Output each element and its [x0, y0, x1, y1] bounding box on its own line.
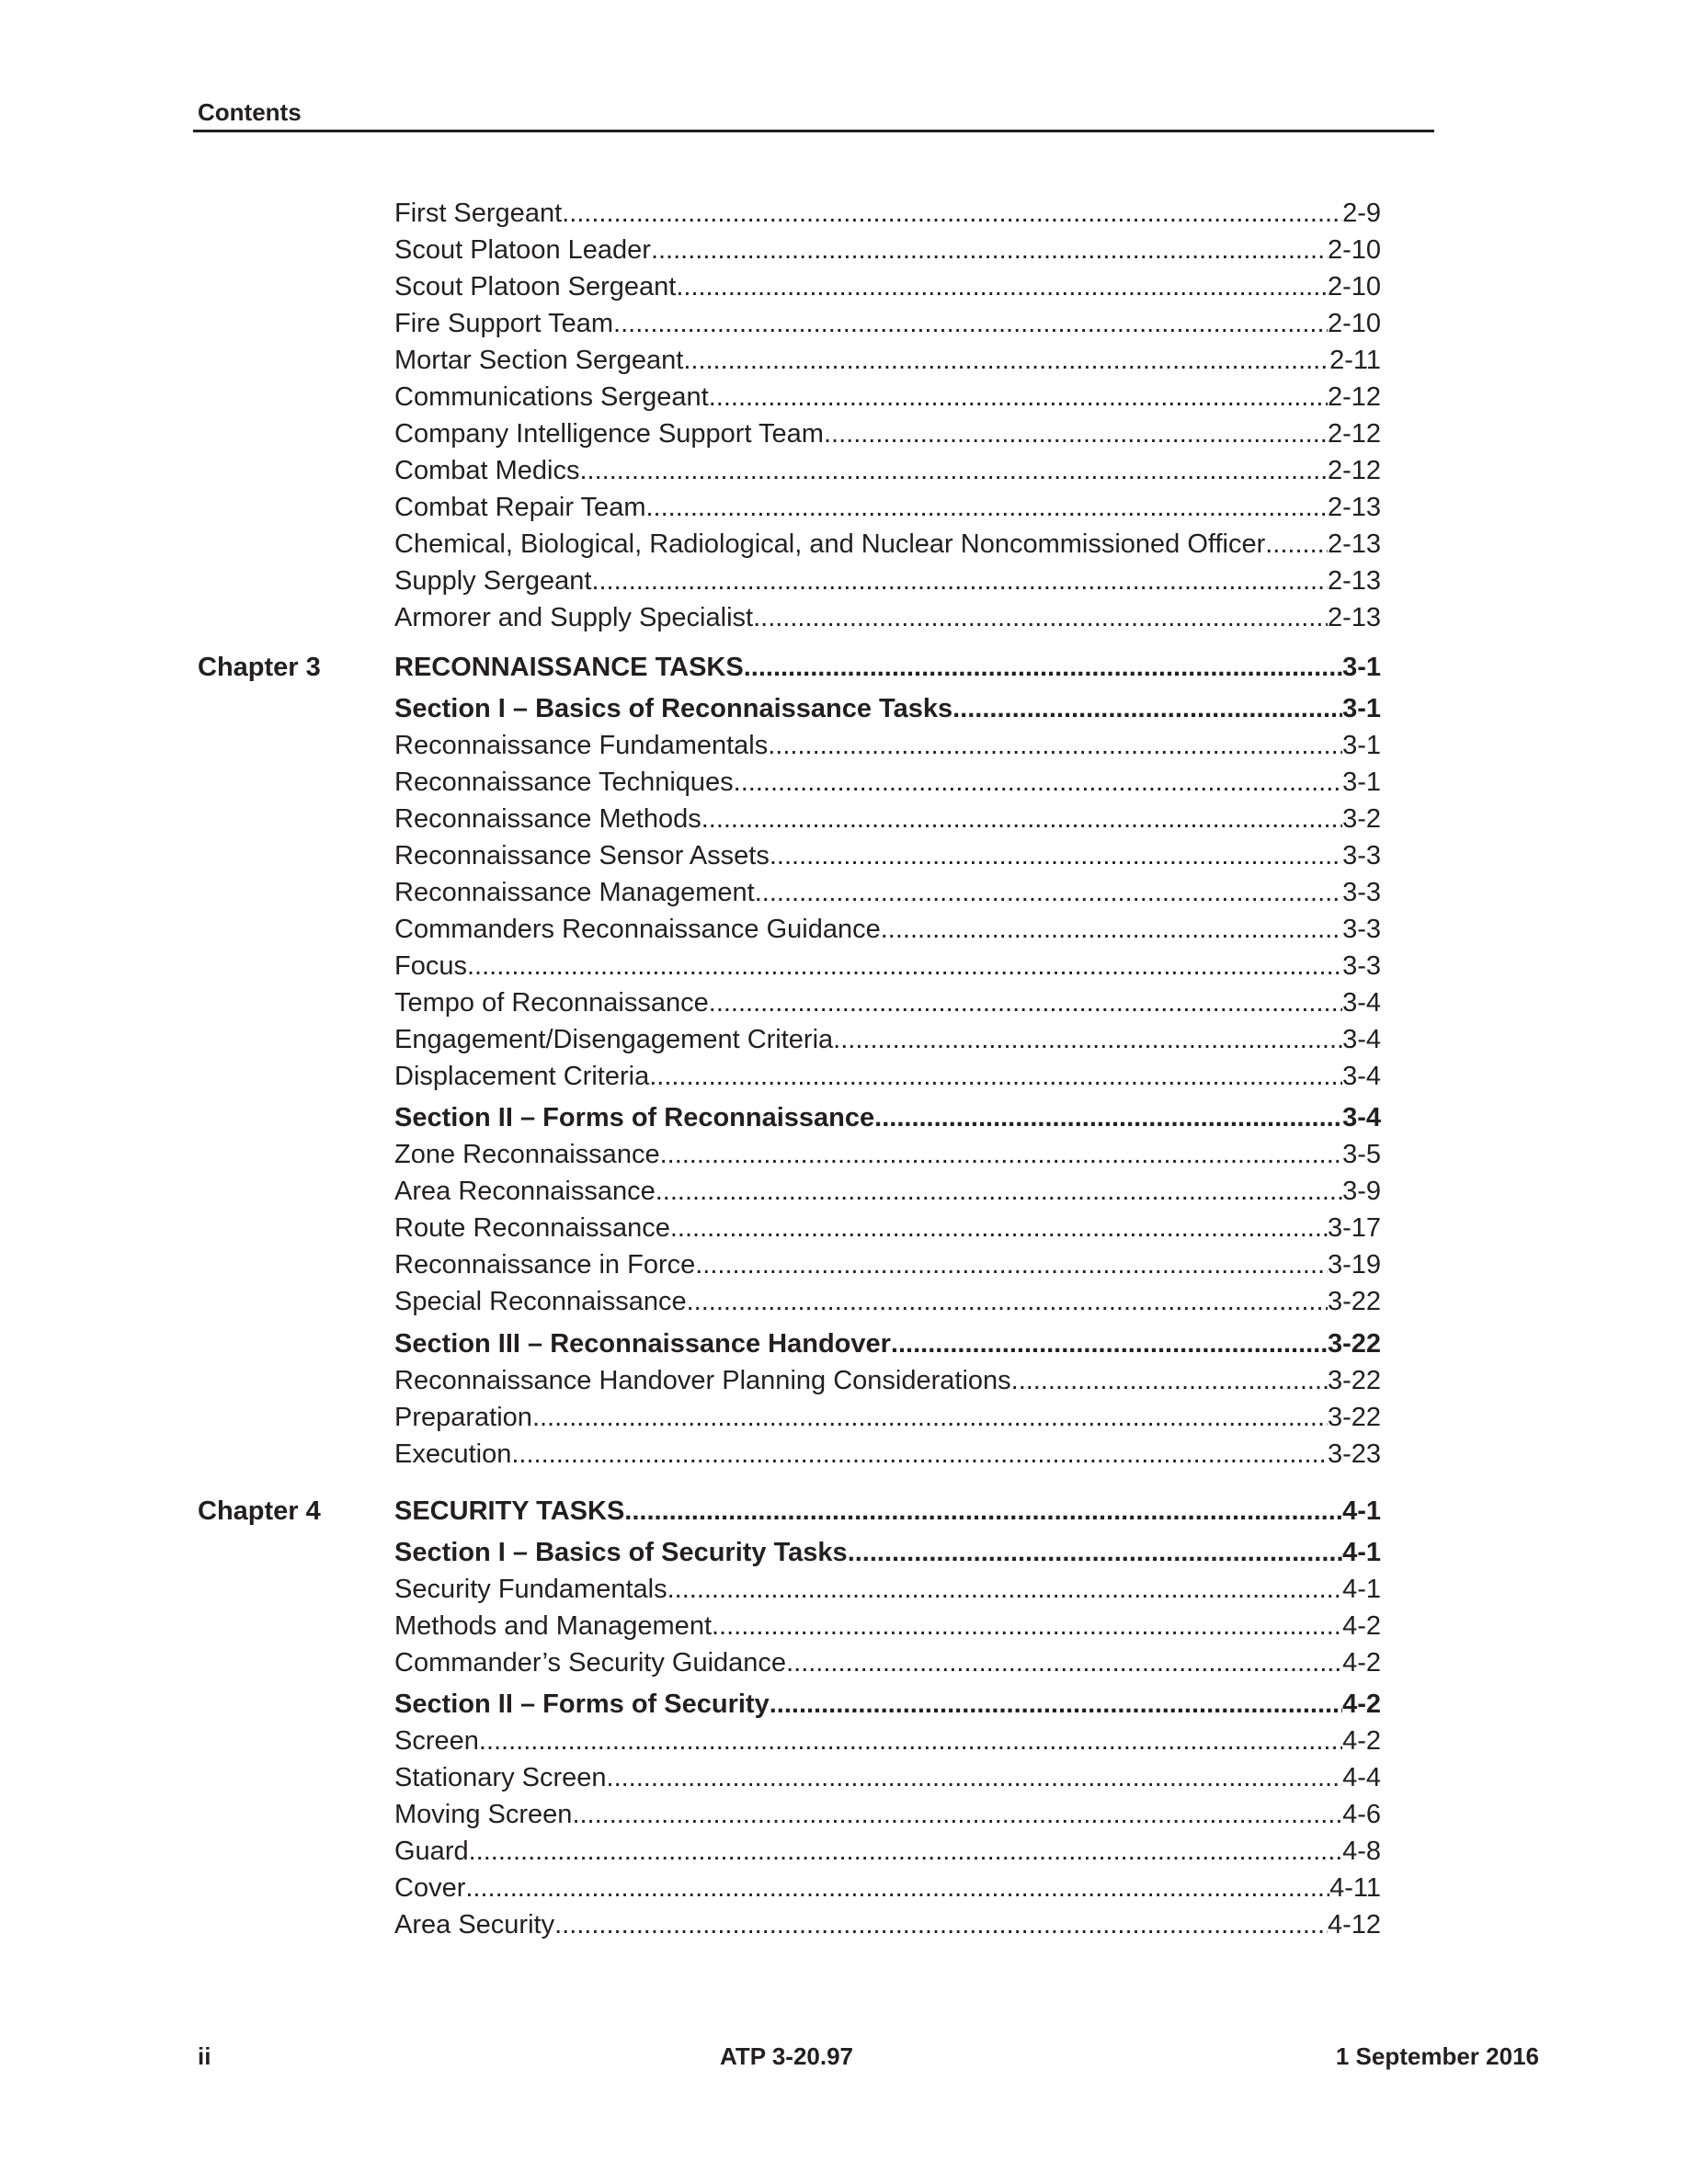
toc-entry-title: Engagement/Disengagement Criteria — [394, 1025, 834, 1054]
toc-entry-page: 2-12 — [1327, 419, 1381, 449]
toc-entry-page: 4-8 — [1342, 1837, 1381, 1866]
toc-entry-page: 3-3 — [1342, 878, 1381, 907]
toc-leader-dots — [562, 195, 1342, 232]
toc-entry[interactable] — [394, 489, 1381, 526]
toc-entry-page: 3-3 — [1342, 841, 1381, 870]
toc-entry-title: Route Reconnaissance — [394, 1213, 670, 1243]
toc-entry[interactable] — [394, 1021, 1381, 1058]
toc-entry-page: 2-12 — [1327, 456, 1381, 485]
chapter-3-label: Chapter 3 — [198, 653, 321, 682]
toc-leader-dots — [687, 1283, 1328, 1320]
toc-leader-dots — [465, 1870, 1329, 1906]
toc-entry-page: 3-23 — [1327, 1439, 1381, 1469]
toc-entry-title: Security Fundamentals — [394, 1575, 667, 1604]
toc-entry-page: 3-1 — [1342, 731, 1381, 760]
toc-entry[interactable] — [394, 1493, 1381, 1530]
toc-entry-title: First Sergeant — [394, 199, 563, 228]
toc-leader-dots — [479, 1723, 1342, 1759]
footer-page-number: ii — [198, 2042, 211, 2070]
toc-leader-dots — [591, 563, 1328, 599]
toc-entry-page: 3-17 — [1327, 1213, 1381, 1243]
toc-entry[interactable] — [394, 1173, 1381, 1210]
toc-entry[interactable] — [394, 1644, 1381, 1681]
toc-entry-page: 3-4 — [1342, 1103, 1381, 1132]
header-rule — [193, 130, 1434, 132]
toc-entry[interactable] — [394, 305, 1381, 342]
toc-entry-page: 3-9 — [1342, 1177, 1381, 1206]
toc-entry[interactable] — [394, 1246, 1381, 1283]
footer-publication: ATP 3-20.97 — [720, 2042, 854, 2070]
toc-entry[interactable] — [394, 801, 1381, 837]
toc-entry-title: Section II – Forms of Security — [394, 1689, 770, 1719]
toc-entry-page: 3-22 — [1327, 1287, 1381, 1316]
toc-entry-title: Company Intelligence Support Team — [394, 419, 824, 449]
toc-entry-title: Chemical, Biological, Radiological, and Nuclear Noncommissioned Officer — [394, 529, 1266, 559]
toc-entry-title: Section II – Forms of Reconnaissance — [394, 1103, 875, 1132]
toc-entry-title: Scout Platoon Leader — [394, 235, 651, 265]
toc-entry[interactable] — [394, 690, 1381, 727]
toc-leader-dots — [660, 1136, 1343, 1173]
toc-leader-dots — [734, 764, 1342, 801]
toc-entry-title: Section I – Basics of Security Tasks — [394, 1538, 848, 1567]
toc-entry[interactable] — [394, 1571, 1381, 1608]
toc-entry-page: 3-4 — [1342, 1062, 1381, 1091]
toc-entry-page: 3-22 — [1327, 1366, 1381, 1395]
toc-leader-dots — [656, 1173, 1342, 1210]
toc-entry-title: Fire Support Team — [394, 309, 614, 338]
toc-leader-dots — [670, 1210, 1328, 1246]
toc-entry[interactable] — [394, 1436, 1381, 1473]
toc-leader-dots — [572, 1796, 1342, 1833]
toc-entry-title: Area Security — [394, 1910, 555, 1939]
toc-entry[interactable] — [394, 342, 1381, 379]
toc-entry-title: Armorer and Supply Specialist — [394, 603, 754, 632]
page-header-label: Contents — [198, 98, 302, 126]
toc-entry-title: Commander’s Security Guidance — [394, 1648, 787, 1678]
toc-leader-dots — [709, 984, 1342, 1021]
toc-entry-title: Reconnaissance Fundamentals — [394, 731, 769, 760]
toc-leader-dots — [952, 690, 1342, 727]
toc-entry-page: 4-2 — [1342, 1611, 1381, 1641]
toc-entry-title: Execution — [394, 1439, 512, 1469]
toc-entry-page: 3-22 — [1327, 1329, 1381, 1359]
toc-leader-dots — [770, 837, 1342, 874]
toc-entry-title: SECURITY TASKS — [394, 1496, 625, 1526]
toc-entry[interactable] — [394, 764, 1381, 801]
toc-entry[interactable] — [394, 268, 1381, 305]
toc-leader-dots — [683, 342, 1329, 379]
toc-leader-dots — [753, 599, 1328, 636]
toc-leader-dots — [824, 415, 1328, 452]
toc-entry[interactable] — [394, 452, 1381, 489]
toc-leader-dots — [744, 649, 1342, 686]
toc-entry-page: 3-1 — [1342, 694, 1381, 723]
toc-entry[interactable] — [394, 984, 1381, 1021]
toc-leader-dots — [532, 1399, 1328, 1436]
toc-entry[interactable] — [394, 232, 1381, 268]
toc-entry-title: Scout Platoon Sergeant — [394, 272, 677, 301]
toc-entry[interactable] — [394, 1686, 1381, 1723]
toc-leader-dots — [467, 948, 1342, 984]
toc-entry[interactable] — [394, 195, 1381, 232]
toc-entry-title: Moving Screen — [394, 1800, 573, 1829]
toc-entry-title: Combat Repair Team — [394, 493, 646, 522]
toc-entry-page: 2-13 — [1327, 566, 1381, 596]
toc-entry[interactable] — [394, 1136, 1381, 1173]
toc-entry-title: Displacement Criteria — [394, 1062, 650, 1091]
toc-leader-dots — [695, 1246, 1328, 1283]
toc-entry[interactable] — [394, 837, 1381, 874]
toc-entry[interactable] — [394, 1759, 1381, 1796]
toc-entry-page: 2-9 — [1342, 199, 1381, 228]
toc-entry-title: RECONNAISSANCE TASKS — [394, 653, 744, 682]
toc-entry-page: 2-13 — [1327, 529, 1381, 559]
toc-entry-page: 3-1 — [1342, 768, 1381, 797]
toc-entry-page: 3-22 — [1327, 1403, 1381, 1432]
toc-entry[interactable] — [394, 599, 1381, 636]
toc-leader-dots — [874, 1099, 1342, 1136]
toc-entry[interactable] — [394, 727, 1381, 764]
toc-entry[interactable] — [394, 563, 1381, 599]
toc-entry-page: 2-11 — [1329, 346, 1381, 375]
toc-entry[interactable] — [394, 911, 1381, 948]
toc-leader-dots — [645, 489, 1327, 526]
toc-entry[interactable] — [394, 1362, 1381, 1399]
toc-leader-dots — [709, 379, 1328, 415]
toc-leader-dots — [676, 268, 1328, 305]
toc-entry-title: Reconnaissance Handover Planning Considerations — [394, 1366, 1011, 1395]
toc-entry-title: Methods and Management — [394, 1611, 712, 1641]
toc-leader-dots — [755, 874, 1342, 911]
toc-entry-title: Combat Medics — [394, 456, 580, 485]
toc-leader-dots — [469, 1833, 1342, 1870]
footer-date: 1 September 2016 — [1335, 2042, 1539, 2070]
toc-entry-page: 4-2 — [1342, 1648, 1381, 1678]
toc-leader-dots — [833, 1021, 1342, 1058]
toc-entry[interactable] — [394, 1833, 1381, 1870]
toc-leader-dots — [613, 305, 1328, 342]
toc-entry-title: Cover — [394, 1873, 466, 1903]
toc-entry-page: 4-2 — [1342, 1726, 1381, 1756]
toc-entry[interactable] — [394, 1058, 1381, 1095]
toc-leader-dots — [1011, 1362, 1328, 1399]
toc-entry-page: 4-12 — [1327, 1910, 1381, 1939]
toc-entry-page: 3-19 — [1327, 1250, 1381, 1280]
chapter-4-label: Chapter 4 — [198, 1496, 321, 1526]
toc-entry[interactable] — [394, 649, 1381, 686]
toc-leader-dots — [701, 801, 1342, 837]
toc-entry-title: Mortar Section Sergeant — [394, 346, 684, 375]
toc-leader-dots — [649, 1058, 1342, 1095]
toc-entry-page: 4-2 — [1342, 1689, 1381, 1719]
toc-entry-page: 2-12 — [1327, 382, 1381, 412]
toc-leader-dots — [651, 232, 1328, 268]
toc-entry-title: Section III – Reconnaissance Handover — [394, 1329, 891, 1359]
toc-entry-page: 3-4 — [1342, 1025, 1381, 1054]
toc-entry-title: Guard — [394, 1837, 469, 1866]
toc-leader-dots — [579, 452, 1327, 489]
toc-entry[interactable] — [394, 1325, 1381, 1362]
toc-leader-dots — [768, 727, 1342, 764]
toc-entry[interactable] — [394, 1906, 1381, 1943]
toc-entry[interactable] — [394, 1796, 1381, 1833]
toc-entry-page: 4-1 — [1342, 1496, 1381, 1526]
toc-leader-dots — [511, 1436, 1328, 1473]
toc-entry-page: 2-13 — [1327, 603, 1381, 632]
toc-entry-page: 4-11 — [1329, 1873, 1381, 1903]
toc-entry-page: 2-10 — [1327, 309, 1381, 338]
toc-entry[interactable] — [394, 1283, 1381, 1320]
toc-entry-title: Reconnaissance Methods — [394, 804, 701, 834]
toc-leader-dots — [667, 1571, 1342, 1608]
toc-entry-page: 4-1 — [1342, 1575, 1381, 1604]
toc-entry-page: 2-10 — [1327, 272, 1381, 301]
toc-leader-dots — [1265, 526, 1328, 563]
toc-entry-page: 3-3 — [1342, 915, 1381, 944]
toc-entry-title: Preparation — [394, 1403, 532, 1432]
toc-entry[interactable] — [394, 526, 1381, 563]
toc-entry[interactable] — [394, 415, 1381, 452]
toc-entry-title: Tempo of Reconnaissance — [394, 988, 709, 1018]
toc-entry[interactable] — [394, 1608, 1381, 1644]
toc-entry-title: Stationary Screen — [394, 1763, 607, 1792]
toc-entry[interactable] — [394, 1399, 1381, 1436]
toc-leader-dots — [554, 1906, 1328, 1943]
toc-entry-page: 3-5 — [1342, 1140, 1381, 1169]
toc-entry-page: 3-1 — [1342, 653, 1381, 682]
toc-leader-dots — [786, 1644, 1342, 1681]
toc-leader-dots — [848, 1534, 1342, 1571]
toc-entry[interactable] — [394, 1870, 1381, 1906]
toc-leader-dots — [624, 1493, 1342, 1530]
toc-entry[interactable] — [394, 1723, 1381, 1759]
toc-entry-title: Communications Sergeant — [394, 382, 709, 412]
toc-entry-page: 2-13 — [1327, 493, 1381, 522]
toc-leader-dots — [891, 1325, 1328, 1362]
toc-entry[interactable] — [394, 874, 1381, 911]
toc-entry-title: Special Reconnaissance — [394, 1287, 687, 1316]
toc-entry-page: 3-2 — [1342, 804, 1381, 834]
toc-entry-title: Supply Sergeant — [394, 566, 592, 596]
toc-entry-page: 2-10 — [1327, 235, 1381, 265]
toc-entry-title: Reconnaissance in Force — [394, 1250, 696, 1280]
toc-entry-title: Reconnaissance Techniques — [394, 768, 734, 797]
toc-entry-title: Commanders Reconnaissance Guidance — [394, 915, 881, 944]
toc-entry-page: 4-4 — [1342, 1763, 1381, 1792]
toc-entry-title: Reconnaissance Sensor Assets — [394, 841, 770, 870]
toc-leader-dots — [881, 911, 1342, 948]
toc-entry[interactable] — [394, 1534, 1381, 1571]
toc-leader-dots — [607, 1759, 1343, 1796]
toc-entry[interactable] — [394, 1099, 1381, 1136]
toc-entry-title: Screen — [394, 1726, 479, 1756]
toc-entry[interactable] — [394, 1210, 1381, 1246]
toc-entry[interactable] — [394, 379, 1381, 415]
toc-leader-dots — [712, 1608, 1342, 1644]
toc-entry-page: 4-6 — [1342, 1800, 1381, 1829]
toc-entry-title: Focus — [394, 951, 467, 981]
toc-entry[interactable] — [394, 948, 1381, 984]
toc-entry-page: 4-1 — [1342, 1538, 1381, 1567]
toc-entry-page: 3-3 — [1342, 951, 1381, 981]
toc-entry-title: Zone Reconnaissance — [394, 1140, 660, 1169]
toc-entry-title: Reconnaissance Management — [394, 878, 755, 907]
toc-entry-title: Section I – Basics of Reconnaissance Tasks — [394, 694, 953, 723]
toc-leader-dots — [770, 1686, 1342, 1723]
toc-entry-page: 3-4 — [1342, 988, 1381, 1018]
toc-entry-title: Area Reconnaissance — [394, 1177, 656, 1206]
